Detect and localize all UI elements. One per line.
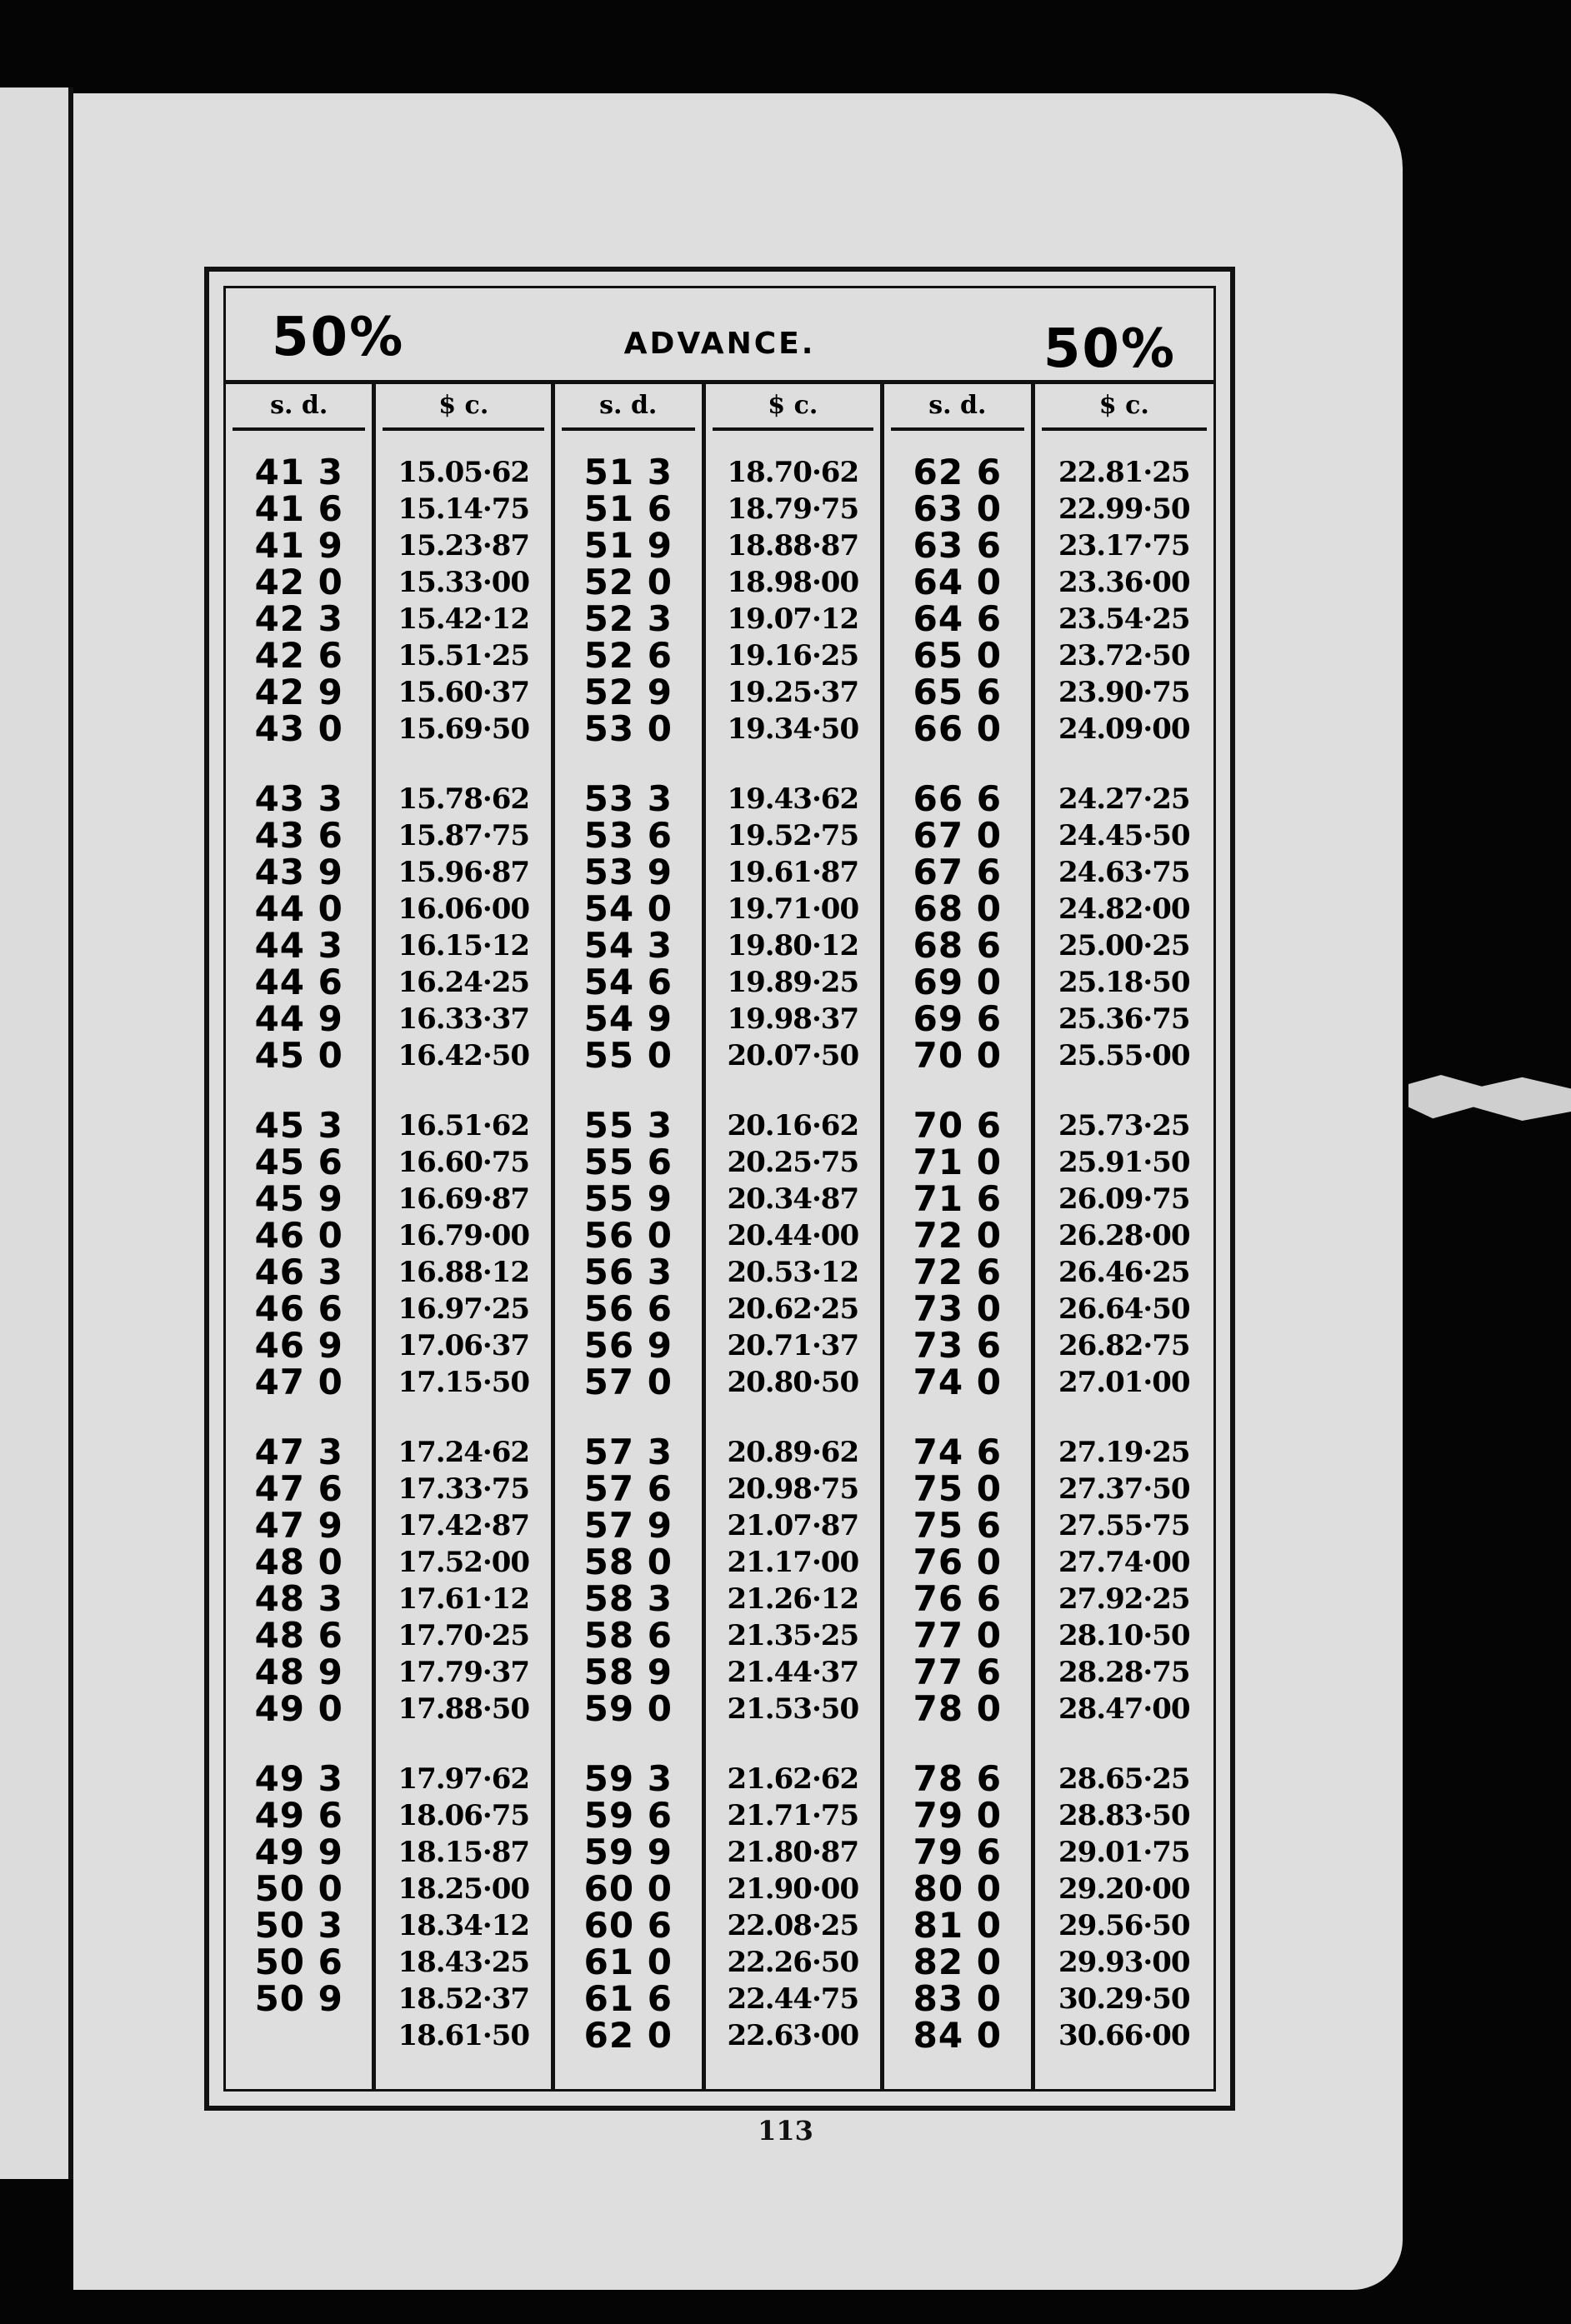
shillings-pence-cell: 56 9 — [583, 1325, 673, 1366]
shillings-pence-cell: 52 3 — [583, 598, 673, 639]
shillings-pence-cell: 79 6 — [913, 1832, 1002, 1872]
shillings-pence-cell: 47 3 — [254, 1432, 343, 1472]
shillings-pence-cell: 56 3 — [583, 1252, 673, 1292]
row-group — [376, 454, 551, 747]
row-group — [376, 1434, 551, 1727]
shillings-pence-cell: 54 6 — [583, 962, 673, 1002]
shillings-pence-cell: 47 6 — [254, 1468, 343, 1509]
dollars-cents-cell: 29.01·75 — [1058, 1836, 1190, 1869]
shillings-pence-cell: 48 3 — [254, 1578, 343, 1619]
shillings-pence-cell: 59 3 — [583, 1758, 673, 1799]
dollars-cents-cell: 17.79·37 — [398, 1656, 530, 1689]
shillings-pence-cell: 59 0 — [583, 1688, 673, 1729]
dollars-cents-cell: 16.60·75 — [398, 1146, 530, 1179]
dollars-cents-cell: 22.08·25 — [727, 1909, 859, 1942]
row-group — [1035, 1434, 1213, 1727]
dollars-cents-cell: 18.98·00 — [727, 566, 859, 599]
column-dc-1 — [376, 384, 555, 2089]
column-header-dc: $ c. — [713, 384, 874, 431]
shillings-pence-cell: 65 6 — [913, 672, 1002, 712]
shillings-pence-cell: 49 3 — [254, 1758, 343, 1799]
dollars-cents-cell: 28.47·00 — [1058, 1692, 1190, 1726]
shillings-pence-cell: 53 9 — [583, 852, 673, 892]
dollars-cents-cell: 21.44·37 — [727, 1656, 859, 1689]
shillings-pence-cell: 77 6 — [913, 1652, 1002, 1692]
shillings-pence-cell: 49 6 — [254, 1795, 343, 1836]
shillings-pence-cell: 58 3 — [583, 1578, 673, 1619]
dollars-cents-cell: 21.90·00 — [727, 1872, 859, 1906]
shillings-pence-cell: 42 6 — [254, 635, 343, 676]
shillings-pence-cell: 63 6 — [913, 525, 1002, 566]
shillings-pence-cell: 73 0 — [913, 1288, 1002, 1329]
shillings-pence-cell: 68 6 — [913, 925, 1002, 966]
dollars-cents-cell: 19.34·50 — [727, 712, 859, 746]
dollars-cents-cell: 18.52·37 — [398, 1982, 530, 2016]
row-group — [706, 1107, 881, 1401]
shillings-pence-cell: 52 6 — [583, 635, 673, 676]
dollars-cents-cell: 15.51·25 — [398, 639, 530, 672]
shillings-pence-cell — [226, 2017, 372, 2054]
dollars-cents-cell: 29.56·50 — [1058, 1909, 1190, 1942]
shillings-pence-cell: 72 6 — [913, 1252, 1002, 1292]
shillings-pence-cell: 43 3 — [254, 778, 343, 819]
dollars-cents-cell: 18.34·12 — [398, 1909, 530, 1942]
shillings-pence-cell: 78 6 — [913, 1758, 1002, 1799]
shillings-pence-cell: 42 0 — [254, 562, 343, 602]
row-group — [1035, 1761, 1213, 2054]
shillings-pence-cell: 77 0 — [913, 1615, 1002, 1656]
dollars-cents-cell: 18.06·75 — [398, 1799, 530, 1832]
dollars-cents-cell: 16.15·12 — [398, 929, 530, 962]
dollars-cents-cell: 28.65·25 — [1058, 1762, 1190, 1796]
row-group — [555, 454, 701, 747]
column-sd-3 — [884, 384, 1034, 2089]
dollars-cents-cell: 25.91·50 — [1058, 1146, 1190, 1179]
dollars-cents-cell: 20.98·75 — [727, 1472, 859, 1506]
column-header-dc: $ c. — [383, 384, 544, 431]
dollars-cents-cell: 20.25·75 — [727, 1146, 859, 1179]
dollars-cents-cell: 18.15·87 — [398, 1836, 530, 1869]
dollars-cents-cell: 16.88·12 — [398, 1256, 530, 1289]
shillings-pence-cell: 60 0 — [583, 1868, 673, 1909]
dollars-cents-cell: 21.53·50 — [727, 1692, 859, 1726]
row-group — [376, 781, 551, 1074]
dollars-cents-cell: 18.61·50 — [398, 2019, 530, 2052]
shillings-pence-cell: 84 0 — [913, 2015, 1002, 2056]
shillings-pence-cell: 53 0 — [583, 708, 673, 749]
row-group — [884, 454, 1030, 747]
dollars-cents-cell: 22.44·75 — [727, 1982, 859, 2016]
table-inner-frame — [223, 286, 1216, 2092]
dollars-cents-cell: 30.29·50 — [1058, 1982, 1190, 2016]
dollars-cents-cell: 19.43·62 — [727, 782, 859, 816]
shillings-pence-cell: 51 6 — [583, 488, 673, 529]
dollars-cents-cell: 27.92·25 — [1058, 1582, 1190, 1616]
dollars-cents-cell: 23.17·75 — [1058, 529, 1190, 562]
shillings-pence-cell: 76 6 — [913, 1578, 1002, 1619]
shillings-pence-cell: 81 0 — [913, 1905, 1002, 1946]
dollars-cents-cell: 27.37·50 — [1058, 1472, 1190, 1506]
dollars-cents-cell: 16.97·25 — [398, 1292, 530, 1326]
shillings-pence-cell: 64 6 — [913, 598, 1002, 639]
shillings-pence-cell: 59 6 — [583, 1795, 673, 1836]
shillings-pence-cell: 58 6 — [583, 1615, 673, 1656]
shillings-pence-cell: 41 9 — [254, 525, 343, 566]
shillings-pence-cell: 41 3 — [254, 452, 343, 492]
shillings-pence-cell: 47 9 — [254, 1505, 343, 1546]
dollars-cents-cell: 25.00·25 — [1058, 929, 1190, 962]
shillings-pence-cell: 45 0 — [254, 1035, 343, 1076]
row-group — [226, 1107, 372, 1401]
dollars-cents-cell: 25.36·75 — [1058, 1002, 1190, 1036]
dollars-cents-cell: 15.05·62 — [398, 456, 530, 489]
shillings-pence-cell: 70 6 — [913, 1105, 1002, 1146]
dollars-cents-cell: 25.73·25 — [1058, 1109, 1190, 1142]
row-group — [884, 1758, 1030, 2056]
table-header — [226, 288, 1213, 384]
dollars-cents-cell: 16.42·50 — [398, 1039, 530, 1072]
dollars-cents-cell: 15.42·12 — [398, 602, 530, 636]
dollars-cents-cell: 19.07·12 — [727, 602, 859, 636]
dollars-cents-cell: 25.55·00 — [1058, 1039, 1190, 1072]
shillings-pence-cell: 74 6 — [913, 1432, 1002, 1472]
row-group — [226, 1434, 372, 1727]
dollars-cents-cell: 15.33·00 — [398, 566, 530, 599]
shillings-pence-cell: 57 9 — [583, 1505, 673, 1546]
shillings-pence-cell: 60 6 — [583, 1905, 673, 1946]
dollars-cents-cell: 22.26·50 — [727, 1946, 859, 1979]
shillings-pence-cell: 43 6 — [254, 815, 343, 856]
dollars-cents-cell: 28.10·50 — [1058, 1619, 1190, 1652]
dollars-cents-cell: 16.24·25 — [398, 966, 530, 999]
row-group — [376, 1107, 551, 1401]
row-group — [706, 781, 881, 1074]
shillings-pence-cell: 54 3 — [583, 925, 673, 966]
shillings-pence-cell: 62 0 — [583, 2015, 673, 2056]
row-group — [884, 1434, 1030, 1727]
shillings-pence-cell: 68 0 — [913, 888, 1002, 929]
dollars-cents-cell: 26.82·75 — [1058, 1329, 1190, 1362]
dollars-cents-cell: 18.79·75 — [727, 492, 859, 526]
shillings-pence-cell: 55 3 — [583, 1105, 673, 1146]
dollars-cents-cell: 17.24·62 — [398, 1436, 530, 1469]
shillings-pence-cell: 50 0 — [254, 1868, 343, 1909]
dollars-cents-cell: 20.89·62 — [727, 1436, 859, 1469]
dollars-cents-cell: 20.16·62 — [727, 1109, 859, 1142]
dollars-cents-cell: 16.79·00 — [398, 1219, 530, 1252]
shillings-pence-cell: 44 0 — [254, 888, 343, 929]
dollars-cents-cell: 22.81·25 — [1058, 456, 1190, 489]
row-group — [226, 454, 372, 747]
shillings-pence-cell: 41 6 — [254, 488, 343, 529]
shillings-pence-cell: 43 9 — [254, 852, 343, 892]
shillings-pence-cell: 50 9 — [254, 1978, 343, 2019]
dollars-cents-cell: 15.78·62 — [398, 782, 530, 816]
shillings-pence-cell: 73 6 — [913, 1325, 1002, 1366]
shillings-pence-cell: 56 0 — [583, 1215, 673, 1256]
page-number: 113 — [758, 2115, 813, 2147]
row-group — [884, 778, 1030, 1076]
dollars-cents-cell: 25.18·50 — [1058, 966, 1190, 999]
dollars-cents-cell: 15.23·87 — [398, 529, 530, 562]
shillings-pence-cell: 75 6 — [913, 1505, 1002, 1546]
shillings-pence-cell: 58 9 — [583, 1652, 673, 1692]
dollars-cents-cell: 18.43·25 — [398, 1946, 530, 1979]
shillings-pence-cell: 57 3 — [583, 1432, 673, 1472]
dollars-cents-cell: 20.80·50 — [727, 1366, 859, 1399]
dollars-cents-cell: 21.80·87 — [727, 1836, 859, 1869]
dollars-cents-cell: 27.55·75 — [1058, 1509, 1190, 1542]
shillings-pence-cell: 54 0 — [583, 888, 673, 929]
dollars-cents-cell: 24.27·25 — [1058, 782, 1190, 816]
shillings-pence-cell: 66 6 — [913, 778, 1002, 819]
dollars-cents-cell: 17.97·62 — [398, 1762, 530, 1796]
torn-paper-fragment — [1408, 1075, 1571, 1121]
dollars-cents-cell: 17.42·87 — [398, 1509, 530, 1542]
dollars-cents-cell: 30.66·00 — [1058, 2019, 1190, 2052]
shillings-pence-cell: 69 6 — [913, 998, 1002, 1039]
shillings-pence-cell: 67 0 — [913, 815, 1002, 856]
row-group — [1035, 1107, 1213, 1401]
shillings-pence-cell: 56 6 — [583, 1288, 673, 1329]
shillings-pence-cell: 74 0 — [913, 1362, 1002, 1402]
dollars-cents-cell: 27.74·00 — [1058, 1546, 1190, 1579]
dollars-cents-cell: 15.14·75 — [398, 492, 530, 526]
shillings-pence-cell: 52 9 — [583, 672, 673, 712]
dollars-cents-cell: 21.26·12 — [727, 1582, 859, 1616]
row-group — [706, 1761, 881, 2054]
shillings-pence-cell: 61 0 — [583, 1942, 673, 1982]
row-group — [555, 778, 701, 1076]
dollars-cents-cell: 24.09·00 — [1058, 712, 1190, 746]
row-group — [706, 1434, 881, 1727]
dollars-cents-cell: 18.88·87 — [727, 529, 859, 562]
shillings-pence-cell: 58 0 — [583, 1542, 673, 1582]
dollars-cents-cell: 24.82·00 — [1058, 892, 1190, 926]
shillings-pence-cell: 78 0 — [913, 1688, 1002, 1729]
shillings-pence-cell: 45 6 — [254, 1142, 343, 1182]
shillings-pence-cell: 80 0 — [913, 1868, 1002, 1909]
dollars-cents-cell: 15.60·37 — [398, 676, 530, 709]
dollars-cents-cell: 22.63·00 — [727, 2019, 859, 2052]
shillings-pence-cell: 42 9 — [254, 672, 343, 712]
dollars-cents-cell: 21.62·62 — [727, 1762, 859, 1796]
dollars-cents-cell: 24.45·50 — [1058, 819, 1190, 852]
dollars-cents-cell: 19.80·12 — [727, 929, 859, 962]
dollars-cents-cell: 19.71·00 — [727, 892, 859, 926]
shillings-pence-cell: 79 0 — [913, 1795, 1002, 1836]
column-header-dc: $ c. — [1042, 384, 1207, 431]
shillings-pence-cell: 55 6 — [583, 1142, 673, 1182]
shillings-pence-cell: 76 0 — [913, 1542, 1002, 1582]
column-dc-3 — [1035, 384, 1213, 2089]
dollars-cents-cell: 17.61·12 — [398, 1582, 530, 1616]
shillings-pence-cell: 69 0 — [913, 962, 1002, 1002]
dollars-cents-cell: 27.19·25 — [1058, 1436, 1190, 1469]
shillings-pence-cell: 54 9 — [583, 998, 673, 1039]
row-group — [706, 454, 881, 747]
shillings-pence-cell: 63 0 — [913, 488, 1002, 529]
dollars-cents-cell: 21.07·87 — [727, 1509, 859, 1542]
dollars-cents-cell: 29.20·00 — [1058, 1872, 1190, 1906]
shillings-pence-cell: 72 0 — [913, 1215, 1002, 1256]
dollars-cents-cell: 20.07·50 — [727, 1039, 859, 1072]
column-sd-2 — [555, 384, 705, 2089]
dollars-cents-cell: 20.34·87 — [727, 1182, 859, 1216]
shillings-pence-cell: 45 3 — [254, 1105, 343, 1146]
dollars-cents-cell: 16.51·62 — [398, 1109, 530, 1142]
dollars-cents-cell: 19.89·25 — [727, 966, 859, 999]
shillings-pence-cell: 53 3 — [583, 778, 673, 819]
facing-page-edge — [0, 87, 73, 2179]
shillings-pence-cell: 46 0 — [254, 1215, 343, 1256]
column-header-sd: s. d. — [562, 384, 694, 431]
shillings-pence-cell: 49 0 — [254, 1688, 343, 1729]
shillings-pence-cell: 44 6 — [254, 962, 343, 1002]
shillings-pence-cell: 46 9 — [254, 1325, 343, 1366]
shillings-pence-cell: 48 9 — [254, 1652, 343, 1692]
dollars-cents-cell: 17.15·50 — [398, 1366, 530, 1399]
dollars-cents-cell: 15.69·50 — [398, 712, 530, 746]
dollars-cents-cell: 26.64·50 — [1058, 1292, 1190, 1326]
shillings-pence-cell: 83 0 — [913, 1978, 1002, 2019]
dollars-cents-cell: 18.25·00 — [398, 1872, 530, 1906]
row-group — [1035, 454, 1213, 747]
row-group — [884, 1107, 1030, 1401]
table-frame — [204, 267, 1235, 2111]
percent-right: 50% — [1043, 318, 1176, 380]
row-group — [555, 1434, 701, 1727]
dollars-cents-cell: 23.90·75 — [1058, 676, 1190, 709]
shillings-pence-cell: 61 6 — [583, 1978, 673, 2019]
shillings-pence-cell: 65 0 — [913, 635, 1002, 676]
dollars-cents-cell: 28.83·50 — [1058, 1799, 1190, 1832]
shillings-pence-cell: 66 0 — [913, 708, 1002, 749]
column-dc-2 — [706, 384, 885, 2089]
conversion-table — [226, 384, 1213, 2089]
shillings-pence-cell: 49 9 — [254, 1832, 343, 1872]
dollars-cents-cell: 19.61·87 — [727, 856, 859, 889]
dollars-cents-cell: 22.99·50 — [1058, 492, 1190, 526]
shillings-pence-cell: 55 0 — [583, 1035, 673, 1076]
shillings-pence-cell: 62 6 — [913, 452, 1002, 492]
dollars-cents-cell: 26.28·00 — [1058, 1219, 1190, 1252]
shillings-pence-cell: 47 0 — [254, 1362, 343, 1402]
dollars-cents-cell: 16.06·00 — [398, 892, 530, 926]
shillings-pence-cell: 59 9 — [583, 1832, 673, 1872]
shillings-pence-cell: 46 6 — [254, 1288, 343, 1329]
shillings-pence-cell: 42 3 — [254, 598, 343, 639]
row-group — [376, 1761, 551, 2054]
dollars-cents-cell: 23.72·50 — [1058, 639, 1190, 672]
dollars-cents-cell: 24.63·75 — [1058, 856, 1190, 889]
shillings-pence-cell: 64 0 — [913, 562, 1002, 602]
dollars-cents-cell: 26.46·25 — [1058, 1256, 1190, 1289]
shillings-pence-cell: 44 9 — [254, 998, 343, 1039]
dollars-cents-cell: 27.01·00 — [1058, 1366, 1190, 1399]
shillings-pence-cell: 50 3 — [254, 1905, 343, 1946]
dollars-cents-cell: 19.25·37 — [727, 676, 859, 709]
percent-left: 50% — [272, 307, 405, 368]
column-sd-1 — [226, 384, 376, 2089]
shillings-pence-cell: 43 0 — [254, 708, 343, 749]
row-group — [226, 778, 372, 1076]
dollars-cents-cell: 23.54·25 — [1058, 602, 1190, 636]
shillings-pence-cell: 46 3 — [254, 1252, 343, 1292]
shillings-pence-cell: 71 6 — [913, 1178, 1002, 1219]
dollars-cents-cell: 20.71·37 — [727, 1329, 859, 1362]
shillings-pence-cell: 52 0 — [583, 562, 673, 602]
column-header-sd: s. d. — [233, 384, 365, 431]
shillings-pence-cell: 53 6 — [583, 815, 673, 856]
dollars-cents-cell: 20.53·12 — [727, 1256, 859, 1289]
dollars-cents-cell: 17.88·50 — [398, 1692, 530, 1726]
shillings-pence-cell: 82 0 — [913, 1942, 1002, 1982]
dollars-cents-cell: 20.44·00 — [727, 1219, 859, 1252]
shillings-pence-cell: 45 9 — [254, 1178, 343, 1219]
row-group — [226, 1758, 372, 2054]
dollars-cents-cell: 28.28·75 — [1058, 1656, 1190, 1689]
dollars-cents-cell: 17.06·37 — [398, 1329, 530, 1362]
shillings-pence-cell: 44 3 — [254, 925, 343, 966]
shillings-pence-cell: 51 9 — [583, 525, 673, 566]
dollars-cents-cell: 19.52·75 — [727, 819, 859, 852]
shillings-pence-cell: 57 0 — [583, 1362, 673, 1402]
shillings-pence-cell: 71 0 — [913, 1142, 1002, 1182]
dollars-cents-cell: 29.93·00 — [1058, 1946, 1190, 1979]
dollars-cents-cell: 17.52·00 — [398, 1546, 530, 1579]
dollars-cents-cell: 16.33·37 — [398, 1002, 530, 1036]
dollars-cents-cell: 16.69·87 — [398, 1182, 530, 1216]
dollars-cents-cell: 21.35·25 — [727, 1619, 859, 1652]
row-group — [1035, 781, 1213, 1074]
table-title: ADVANCE. — [623, 327, 816, 361]
row-group — [555, 1107, 701, 1401]
dollars-cents-cell: 15.96·87 — [398, 856, 530, 889]
shillings-pence-cell: 51 3 — [583, 452, 673, 492]
shillings-pence-cell: 55 9 — [583, 1178, 673, 1219]
shillings-pence-cell: 70 0 — [913, 1035, 1002, 1076]
dollars-cents-cell: 21.17·00 — [727, 1546, 859, 1579]
column-header-sd: s. d. — [891, 384, 1023, 431]
shillings-pence-cell: 48 0 — [254, 1542, 343, 1582]
dollars-cents-cell: 19.16·25 — [727, 639, 859, 672]
dollars-cents-cell: 21.71·75 — [727, 1799, 859, 1832]
dollars-cents-cell: 19.98·37 — [727, 1002, 859, 1036]
row-group — [555, 1758, 701, 2056]
dollars-cents-cell: 15.87·75 — [398, 819, 530, 852]
dollars-cents-cell: 17.70·25 — [398, 1619, 530, 1652]
dollars-cents-cell: 23.36·00 — [1058, 566, 1190, 599]
dollars-cents-cell: 20.62·25 — [727, 1292, 859, 1326]
dollars-cents-cell: 18.70·62 — [727, 456, 859, 489]
dollars-cents-cell: 17.33·75 — [398, 1472, 530, 1506]
shillings-pence-cell: 75 0 — [913, 1468, 1002, 1509]
shillings-pence-cell: 67 6 — [913, 852, 1002, 892]
shillings-pence-cell: 57 6 — [583, 1468, 673, 1509]
shillings-pence-cell: 48 6 — [254, 1615, 343, 1656]
dollars-cents-cell: 26.09·75 — [1058, 1182, 1190, 1216]
shillings-pence-cell: 50 6 — [254, 1942, 343, 1982]
